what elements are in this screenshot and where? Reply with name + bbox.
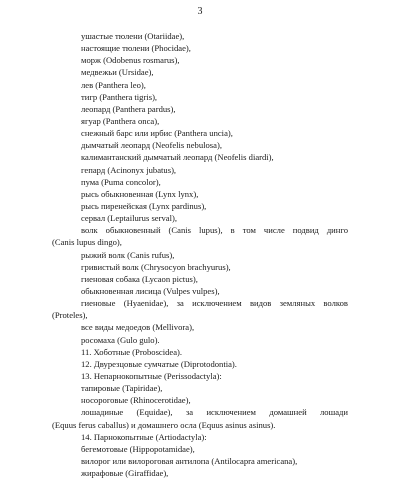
text-line: дымчатый леопард (Neofelis nebulosa), — [81, 140, 222, 151]
text-line: вилорог или вилороговая антилопа (Antilocapra americana), — [81, 455, 298, 466]
text-line: гепард (Acinonyx jubatus), — [81, 164, 177, 175]
text-line: (Equus ferus caballus) и домашнего осла (Equus asinus asinus). — [52, 419, 276, 430]
text-line: лев (Panthera leo), — [81, 79, 146, 90]
text-line: леопард (Panthera pardus), — [81, 103, 176, 114]
text-line: рысь обыкновенная (Lynx lynx), — [81, 188, 199, 199]
text-line: бегемотовые (Hippopotamidae), — [81, 443, 195, 454]
text-line: снежный барс или ирбис (Panthera uncia), — [81, 128, 233, 139]
document-body — [0, 30, 400, 479]
text-line: 13. Непарнокопытные (Perissodactyla): — [81, 370, 222, 381]
text-line: рысь пиренейская (Lynx pardinus), — [81, 200, 207, 211]
text-line: гиеновые (Hyaenidae), за исключением видов земляных волков — [81, 298, 348, 309]
text-line: 12. Двурезцовые сумчатые (Diprotodontia). — [81, 358, 237, 369]
text-line: настоящие тюлени (Phocidae), — [81, 43, 191, 54]
text-line: лошадиные (Equidae), за исключением домашней лошади — [81, 407, 348, 418]
text-line: ушастые тюлени (Otariidae), — [81, 31, 185, 41]
text-line: гиеновая собака (Lycaon pictus), — [81, 273, 198, 284]
text-line: тапировые (Tapiridae), — [81, 383, 163, 394]
text-line: обыкновенная лисица (Vulpes vulpes), — [81, 285, 220, 296]
text-line: носороговые (Rhinocerotidae), — [81, 395, 191, 406]
text-line: медвежьи (Ursidae), — [81, 67, 154, 78]
text-line: сервал (Leptailurus serval), — [81, 213, 177, 224]
text-line: рыжий волк (Canis rufus), — [81, 249, 175, 260]
text-line: 11. Хоботные (Proboscidea). — [81, 346, 183, 357]
text-line: росомаха (Gulo gulo). — [81, 334, 160, 345]
text-line: пума (Puma concolor), — [81, 176, 161, 187]
text-line: жирафовые (Giraffidae), — [81, 468, 169, 479]
text-line: волк обыкновенный (Canis lupus), в том числе подвид динго — [81, 225, 348, 236]
text-line: (Canis lupus dingo), — [52, 237, 122, 248]
text-line: морж (Odobenus rosmarus), — [81, 55, 180, 66]
text-line: (Proteles), — [52, 310, 88, 321]
text-line: тигр (Panthera tigris), — [81, 91, 158, 102]
text-line: калимантанский дымчатый леопард (Neofelis diardi), — [81, 152, 274, 163]
text-line: гривистый волк (Chrysocyon brachyurus), — [81, 261, 231, 272]
page-number: 3 — [197, 6, 203, 17]
text-line: все виды медоедов (Mellivora), — [81, 322, 195, 333]
text-line: 14. Парнокопытные (Artiodactyla): — [81, 431, 207, 442]
text-line: ягуар (Panthera onca), — [81, 115, 160, 126]
